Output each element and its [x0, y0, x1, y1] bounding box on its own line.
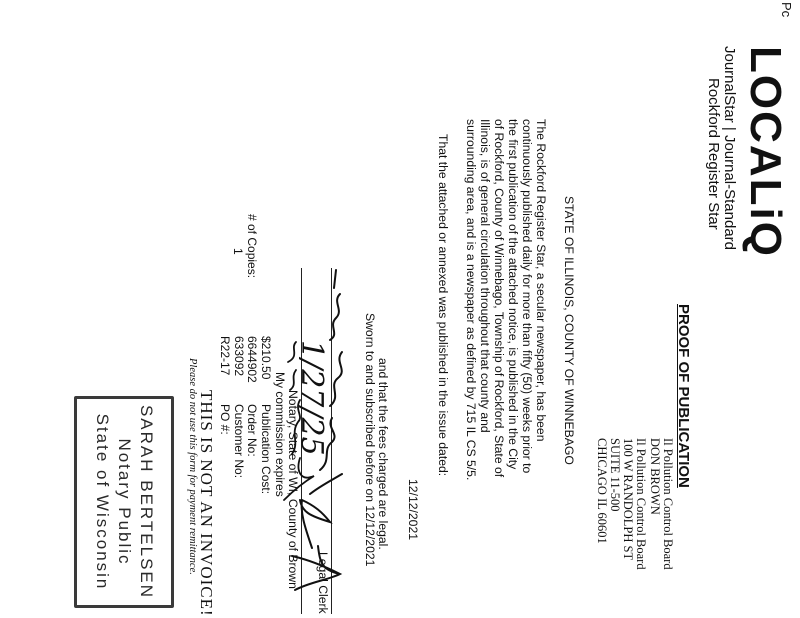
legal-clerk-label: Legal Clerk: [316, 552, 330, 614]
remittance-note: Please do not use this form for payment remittance.: [187, 358, 198, 575]
handwritten-signatures: [280, 230, 460, 610]
issue-date: 12/12/2021: [406, 479, 420, 540]
cost-value: $210.50: [259, 336, 273, 380]
stamp-name: SARAH BERTELSEN: [137, 404, 156, 600]
commission-label: My commission expires: [273, 372, 287, 497]
page-label: Pc: [779, 2, 794, 18]
recipient-line: CHICAGO IL 60601: [594, 438, 609, 544]
published-statement: That the attached or annexed was published in the issue dated:: [436, 134, 450, 477]
customer-value: 633092: [232, 336, 246, 377]
cost-label: Publication Cost:: [259, 404, 273, 495]
po-label: PO #:: [218, 404, 233, 435]
order-value: 6644902: [245, 336, 260, 383]
affidavit-line: The Rockford Register Star, a secular newspaper, has been: [534, 119, 548, 442]
stamp-title: Notary Public: [115, 438, 134, 566]
affidavit-line: the first publication of the attached notice, is published in the City: [506, 119, 520, 470]
notary-label: Notary, State of WI, County of Brown: [286, 390, 300, 589]
fees-legal-line: and that the fees charged are legal.: [376, 358, 390, 550]
billing-values: [218, 336, 272, 383]
publications-line-2: Rockford Register Star: [705, 78, 722, 230]
publications-line-1: JournalStar | Journal-Standard: [721, 46, 738, 251]
copies-label: # of Copies:: [245, 214, 259, 279]
localiq-logo: LOCALiQ: [741, 46, 790, 258]
state-county-line: STATE OF ILLINOIS, COUNTY OF WINNEBAGO: [562, 196, 576, 465]
document-title: PROOF OF PUBLICATION: [675, 304, 692, 488]
recipient-line: SUITE 11-500: [607, 438, 622, 512]
affidavit-line: of Rockford, County of Winnebago, Township of Rockford, State of: [492, 119, 506, 478]
affidavit-line: Illinois, is of general circulation throughout that county and: [478, 119, 492, 433]
recipient-line: Il Pollution Control Board: [634, 438, 649, 570]
handwritten-date: 1/27/25: [294, 340, 329, 456]
sworn-line: Sworn to and subscribed before on 12/12/2021: [363, 313, 377, 567]
stamp-state: State of Wisconsin: [93, 413, 112, 591]
recipient-address: [594, 438, 674, 570]
recipient-line: 100 W RANDOLPH ST: [621, 438, 636, 561]
copies-value: 1: [231, 248, 245, 255]
not-invoice-notice: THIS IS NOT AN INVOICE!: [197, 390, 216, 617]
notary-stamp: [74, 396, 174, 608]
recipient-line: DON BROWN: [647, 438, 662, 515]
order-label: Order No:: [245, 404, 260, 457]
po-value: R22-17: [218, 336, 233, 376]
affidavit-paragraph: [464, 119, 548, 480]
affidavit-line: continuously published daily for more than fifty (50) weeks prior to: [520, 119, 534, 474]
billing-labels: [218, 404, 272, 494]
affidavit-line: surrounding area, and is a newspaper as defined by 715 IL CS 5/5.: [464, 119, 478, 481]
customer-label: Customer No:: [232, 404, 246, 479]
recipient-line: Il Pollution Control Board: [661, 438, 675, 570]
